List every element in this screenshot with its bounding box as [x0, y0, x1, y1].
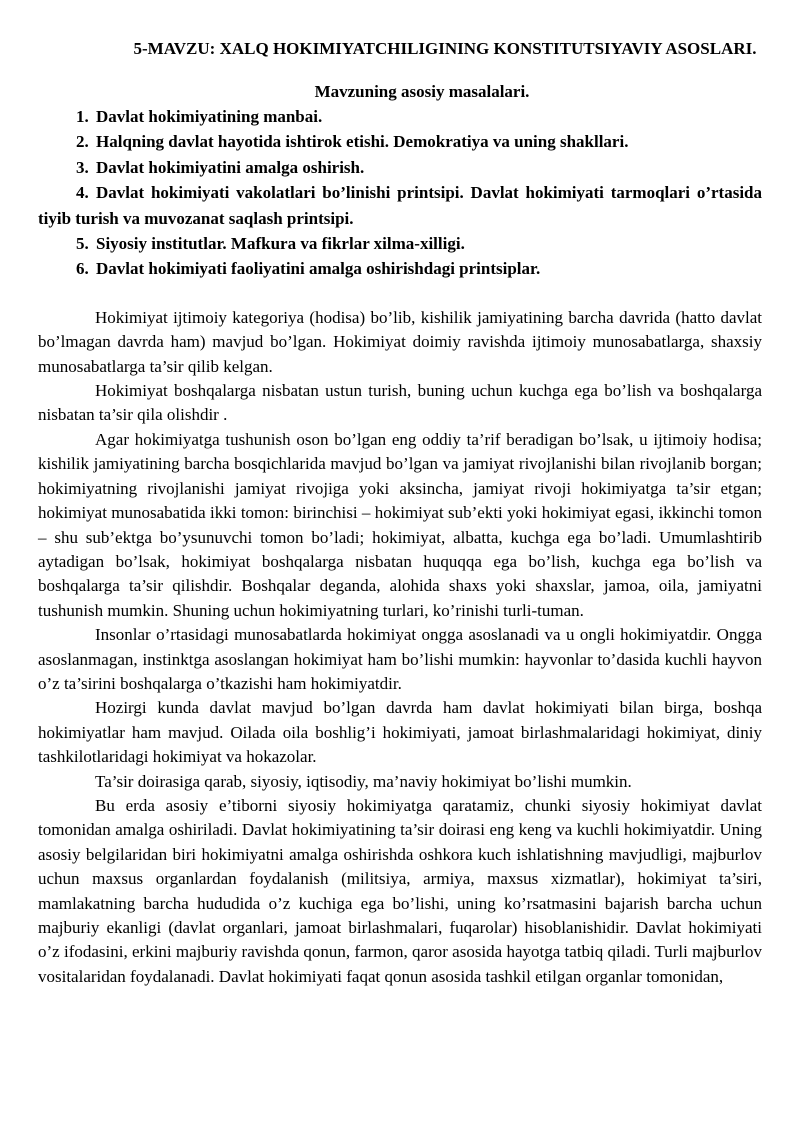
list-item-text: Davlat hokimiyati faoliyatini amalga oshirishdagi printsiplar.	[96, 259, 541, 279]
list-item-text: Siyosiy institutlar. Mafkura va fikrlar xilma-xilligi.	[96, 234, 465, 254]
list-item-text: Davlat hokimiyatining manbai.	[96, 107, 323, 126]
list-item-number: 2.	[76, 132, 89, 152]
list-item	[38, 180, 762, 231]
list-item	[38, 256, 762, 281]
list-item-number: 6.	[76, 259, 89, 279]
list-item-text: Halqning davlat hayotida ishtirok etishi. Demokratiya va uning shakllari.	[96, 132, 629, 152]
paragraph: Ta’sir doirasiga qarab, siyosiy, iqtisodiy, ma’naviy hokimiyat bo’lishi mumkin.	[95, 771, 632, 791]
list-item	[38, 155, 762, 180]
list-item-number: 3.	[76, 157, 89, 177]
list-item-text: Davlat hokimiyati vakolatlari bo’linishi printsipi. Davlat hokimiyati tarmoqlari o’rtasida tiyib turish va muvozanat saqlash printsipi.	[38, 183, 762, 228]
topic-questions-list	[38, 104, 762, 282]
list-item	[38, 231, 762, 256]
paragraph: Insonlar o’rtasidagi munosabatlarda hokimiyat ongga asoslanadi va u ongli hokimiyatdir. Ongga asoslanmagan, instinktga asoslangan hokimiyat ham bo’lishi mumkin: hayvonlar to’dasida kuchli hayvon o’z ta’sirini boshqalarga o’tkazishi ham hokimiyatdir.	[38, 625, 762, 693]
document-title: 5-MAVZU: XALQ HOKIMIYATCHILIGINING KONSTITUTSIYAVIY ASOSLARI.	[133, 39, 757, 58]
paragraph: Hozirgi kunda davlat mavjud bo’lgan davrda ham davlat hokimiyati bilan birga, boshqa hokimiyatlar ham mavjud. Oilada oila boshlig’i hokimiyati, jamoat birlashmalaridagi hokimiyat, diniy tashkilotlaridagi hokimiyat va hokazolar.	[38, 698, 762, 767]
document-page	[38, 36, 762, 989]
list-item	[38, 104, 762, 129]
list-item-text: Davlat hokimiyatini amalga oshirish.	[96, 157, 365, 177]
list-item-number: 4.	[76, 183, 89, 203]
list-item	[38, 129, 762, 154]
paragraph: Hokimiyat boshqalarga nisbatan ustun turish, buning uchun kuchga ega bo’lish va boshqalarga nisbatan ta’sir qila olishdir .	[38, 381, 762, 425]
list-item-number: 5.	[76, 234, 89, 254]
paragraph: Hokimiyat ijtimoiy kategoriya (hodisa) bo’lib, kishilik jamiyatining barcha davrida (hatto davlat bo’lmagan davrda ham) mavjud bo’lgan. Hokimiyat doimiy ravishda ijtimoiy munosabatlarga, shaxsiy munosabatlarga ta’sir qilib kelgan.	[38, 307, 762, 376]
list-item-number: 1.	[76, 107, 89, 126]
paragraph: Bu erda asosiy e’tiborni siyosiy hokimiyatga qaratamiz, chunki siyosiy hokimiyat davlat tomonidan amalga oshiriladi. Davlat hokimiyatining ta’sir doirasi eng keng va kuchli hokimiyatdir. Uning asosiy belgilaridan biri hokimiyatni amalga oshirishda oshkora kuch ishlatishning mavjudligi, majburlov uchun maxsus organlardan foydalanish (militsiya, armiya, maxsus xizmatlar), hokimiyat ta’siri, mamlakatning barcha hududida o’z kuchiga ega bo’lishi, uning ko’rsatmasini bajarish barcha uchun majburiy ekanligi (davlat organlari, jamoat birlashmalari, fuqarolar) hisoblanishidir. Davlat hokimiyati o’z ifodasini, erkini majburiy ravishda qonun, farmon, qaror asosida hayotga tatbiq qiladi. Turli majburlov vositalaridan foydalanadi. Davlat hokimiyati faqat qonun asosida tashkil etilgan organlar tomonidan,	[38, 795, 762, 986]
body-text	[38, 306, 762, 989]
paragraph: Agar hokimiyatga tushunish oson bo’lgan eng oddiy ta’rif beradigan bo’lsak, u ijtimoiy hodisa; kishilik jamiyatining barcha bosqichlarida mavjud bo’lgan va jamiyat rivojlanishi bilan rivojlanib borgan; hokimiyatning rivojlanishi jamiyat rivojiga yoki aksincha, jamiyat rivoji hokimiyatga ta’sir etgan; hokimiyat munosabatida ikki tomon: birinchisi – hokimiyat sub’ekti yoki hokimiyat egasi, ikkinchi tomon – shu sub’ektga bo’ysunuvchi tomon bo’ladi; hokimiyat, albatta, kuchga ega bo’ladi. Umumlashtirib aytadigan bo’lsak, hokimiyat boshqalarga nisbatan huquqqa ega bo’lish, kuchga ega bo’lish va boshqalarga ta’sir qilishdir. Boshqalar deganda, alohida shaxs yoki shaxslar, jamoa, oila, jamiyatni tushunish mumkin. Shuning uchun hokimiyatning turlari, ko’rinishi turli-tuman.	[38, 429, 762, 620]
section-subtitle: Mavzuning asosiy masalalari.	[314, 82, 530, 101]
